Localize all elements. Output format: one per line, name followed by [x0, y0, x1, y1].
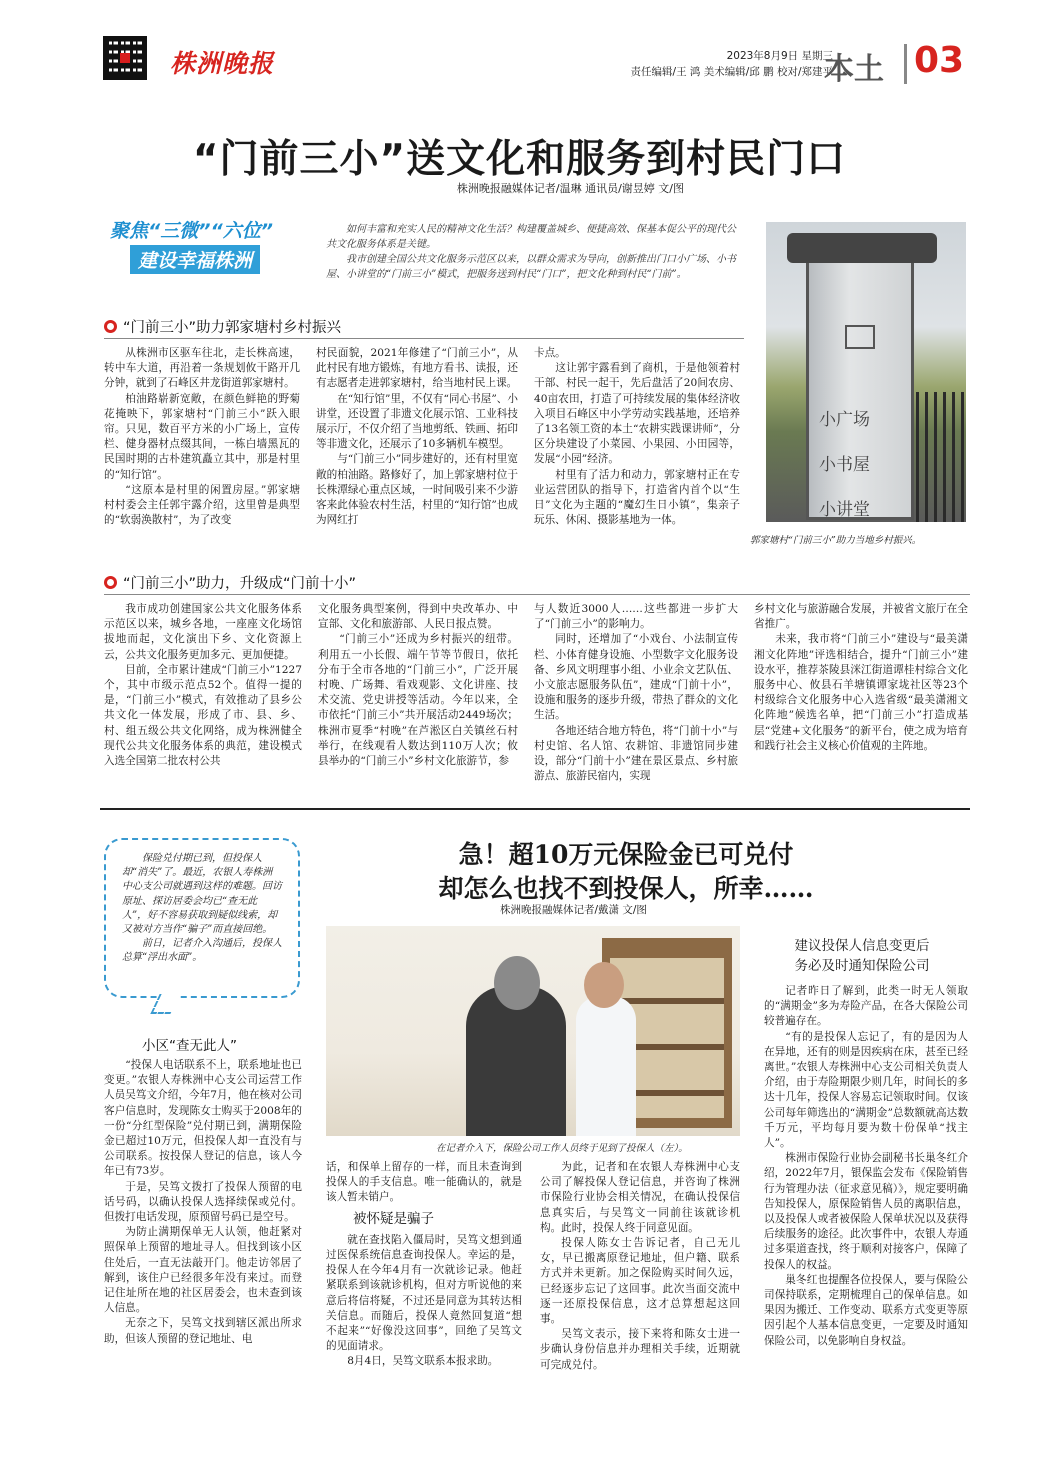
section1-column-2 — [316, 346, 518, 528]
paragraph: 8月4日，吴笃文联系本报求助。 — [347, 1355, 499, 1368]
section2-title-text: “门前三小”助力，升级成“门前十小” — [123, 576, 357, 592]
sign-board — [806, 252, 914, 520]
article1-headline: “门前三小”送文化和服务到村民门口 — [192, 137, 847, 182]
article1-byline: 株洲晚报融媒体记者/温琳 通讯员/谢昱婷 文/图 — [456, 182, 684, 195]
paragraph: “有的是投保人忘记了，有的是因为人在异地，还有的则是因疾病在床，甚至已经离世。”农银人寿株洲中心支公司相关负责人介绍，由于寿险期限少则几年，时间长的多达十几年，投保人容易忘记领取时间。仅该公司每年筛选出的“满期金”总数额就高达数千万元，平均每月要为数十份保单“找主人”。 — [764, 1030, 968, 1150]
paragraph: 文化服务典型案例，得到中央改革办、中宣部、文化和旅游部、人民日报点赞。 — [318, 603, 518, 631]
paragraph: 村里有了活力和动力，郭家塘村正在专业运营团队的指导下，打造省内首个以“生日”文化为主题的“魔幻生日小镇”，集亲子玩乐、休闲、摄影基地为一体。 — [534, 468, 740, 527]
paragraph: 记者昨日了解到，此类一时无人领取的“满期金”多为寿险产品，在各大保险公司较普遍存在。 — [764, 985, 968, 1028]
badge-line1: 聚焦“三微”“六位” — [110, 220, 273, 242]
subhead-line: 务必及时通知保险公司 — [794, 958, 930, 974]
subhead-suspected-scam: 被怀疑是骗子 — [353, 1210, 434, 1227]
paragraph: 柏油路崭新宽敞，在颜色鲜艳的野菊花掩映下，郭家塘村“门前三小”跃入眼帘。只见，数百平方米的小广场上，宣传栏、健身器材点缀其间，一栋白墙黑瓦的民国时期的古朴建筑矗立其中，那是村里的“知行馆”。 — [104, 392, 300, 481]
headline-line: 急！超10万元保险金已可兑付 — [458, 840, 794, 869]
column-badge — [110, 216, 300, 274]
paragraph: 在“知行馆”里，不仅有“同心书屋”、小讲堂，还设置了非遗文化展示馆、工业科技展示厅，不仅介绍了当地剪纸、铁画、拓印等非遗文化，还展示了10多辆机车模型。 — [316, 392, 518, 451]
headline-line: 却怎么也找不到投保人，所幸…… — [438, 874, 814, 903]
paragraph: 未来，我市将“门前三小”建设与“最美潇湘文化阵地”评选相结合，提升“门前三小”建设水平，推荐茶陵县洣江街道谭桂村综合文化服务中心、攸县石羊塘镇谭家垅社区等23个村级综合文化服务中心入选省级“最美潇湘文化阵地”候选名单，把“门前三小”打造成基层“党建+文化服务”的新平台，使之成为培育和践行社会主义核心价值观的主阵地。 — [754, 633, 968, 752]
paragraph: 这让郭宇露看到了商机，于是他领着村干部、村民一起干，先后盘活了20间农房、40亩农田，打造了可持续发展的集体经济收入项目石峰区中小学劳动实践基地，还培养了13名领工资的本土“农耕实践课讲师”，分区分块建设了小菜园、小果园、小田园等，发展“小园”经济。 — [534, 362, 740, 466]
paragraph: 于是，吴笃文拨打了投保人预留的电话号码，以确认投保人选择续保或兑付。但拨打电话发现，原预留号码已是空号。 — [104, 1180, 302, 1224]
circle-bullet-icon — [104, 576, 117, 589]
paragraph: 从株洲市区驱车往北，走长株高速，转中车大道，再沿着一条规划攸干路开几分钟，就到了石峰区井龙街道郭家塘村。 — [104, 347, 300, 390]
article2-column-2 — [326, 1160, 522, 1370]
page-number: 03 — [914, 40, 965, 81]
paragraph: 吴笃文表示，接下来将和陈女士进一步确认身份信息并办理相关手续，近期就可完成兑付。 — [540, 1328, 740, 1371]
person-right — [576, 996, 636, 1136]
date-line: 2023年8月9日 星期三 — [726, 50, 833, 62]
editor-note-box — [104, 838, 300, 998]
person-right-head — [584, 962, 624, 1008]
header-meta — [631, 48, 833, 80]
article2-headline — [326, 838, 926, 906]
paragraph: 卡点。 — [534, 347, 566, 359]
qr-code-icon[interactable] — [103, 36, 147, 80]
photo-caption: 在记者介入下，保险公司工作人员终于见到了投保人（左）。 — [436, 1143, 688, 1154]
paragraph: “投保人电话联系不上，联系地址也已变更。”农银人寿株洲中心支公司运营工作人员吴笃文介绍，今年7月，他在核对公司客户信息时，发现陈女士购买于2008年的一份“分红型保险”兑付期已到，满期保险金已超过10万元，但投保人却一直没有与公司联系。按投保人登记的信息，该人今年已有73岁。 — [104, 1059, 302, 1178]
circle-bullet-icon — [104, 320, 117, 333]
paragraph: 村民面貌，2021年修建了“门前三小”，从此村民有地方锻炼，有地方看书、读报，还有志愿者走进郭家塘村，给当地村民上课。 — [316, 347, 518, 390]
paragraph: 巢冬红也提醒各位投保人，要与保险公司保持联系，定期梳理自己的保单信息。如果因为搬迁、工作变动、联系方式变更等原因引起个人基本信息变更，一定要及时通知保险公司，以免影响自身权益。 — [764, 1273, 968, 1347]
subhead-no-such-person: 小区“查无此人” — [142, 1038, 237, 1054]
editors-line: 责任编辑/王 鸿 美术编辑/邱 鹏 校对/郑建平 — [630, 66, 833, 78]
paragraph: 为防止满期保单无人认领，他赶紧对照保单上预留的地址寻人。但找到该小区住处后，一直无法敲开门。他走访邻居了解到，该住户已经很多年没有来过。而登记住址所在地的社区居委会，也未查到该人信息。 — [104, 1226, 302, 1315]
section2-title — [104, 572, 356, 593]
article2-column-4 — [764, 984, 968, 1349]
person-left-head — [494, 956, 540, 1010]
subhead-line: 建议投保人信息变更后 — [794, 938, 930, 954]
section1-title — [104, 316, 341, 337]
section1-column-3 — [534, 346, 740, 528]
paragraph: 话，和保单上留存的一样，而且未查询到投保人的手支信息。唯一能确认的，就是该人暂未销户。 — [326, 1161, 522, 1204]
paragraph: “门前三小”还成为乡村振兴的纽带。利用五一小长假、端午节等节假日，依托分布于全市各地的“门前三小”，广泛开展村晚、广场舞、看戏观影、文化讲座、技术交流、党史讲授等活动。今年以来，全市依托“门前三小”共开展活动2449场次；株洲市夏季“村晚”在芦淞区白关镇丝石村举行，在线观看人数达到110万人次；攸县举办的“门前三小”乡村文化旅游节，参 — [318, 633, 518, 768]
village-sign-photo[interactable] — [766, 222, 966, 522]
paragraph: 我市成功创建国家公共文化服务体系示范区以来，城乡各地，一座座文化场馆拔地而起，文化演出下乡、文化资源上云，公共文化服务更加多元、更加便捷。 — [104, 603, 302, 661]
paragraph: 投保人陈女士告诉记者，自己无儿女，早已搬离原登记地址，但户籍、联系方式并未更新。加之保险购买时间久远，已经逐步忘记了这回事。此次当面交流中逐一还原投保信息，这才总算想起这回事。 — [540, 1237, 740, 1326]
sign-text: 小广场 — [819, 410, 870, 430]
paragraph: 就在查找陷入僵局时，吴笃文想到通过医保系统信息查询投保人。幸运的是，投保人在今年4月有一次就诊记录。他赶紧联系到该就诊机构，但对方听说他的来意后将信将疑，不过还是同意为其转达相关信息。而随后，投保人竟然回复道“想不起来”“好像没这回事”，回绝了吴笃文的见面请求。 — [326, 1233, 522, 1353]
meeting-photo[interactable] — [326, 926, 740, 1136]
paper-logo: 株洲晚报 — [170, 49, 275, 78]
article1-intro — [326, 222, 740, 282]
paragraph: 与人数近3000人……这些都进一步扩大了“门前三小”的影响力。 — [534, 603, 738, 631]
badge-line2: 建设幸福株洲 — [130, 245, 260, 274]
section1-title-text: “门前三小”助力郭家塘村乡村振兴 — [123, 320, 342, 336]
paragraph: 与“门前三小”同步建好的，还有村里宽敞的柏油路。路修好了，加上郭家塘村位于长株潭绿心重点区域，一时间吸引来不少游客来此体验农村生活，村里的“知行馆”也成为网红打 — [316, 453, 518, 527]
intro-paragraph: 如何丰富和充实人民的精神文化生活？构建覆盖城乡、便捷高效、保基本促公平的现代公共文化服务体系是关键。 — [326, 224, 736, 250]
sign-text: 小书屋 — [819, 455, 870, 475]
section2-column-1 — [104, 602, 302, 769]
subhead-suggestion — [756, 936, 968, 976]
section2-column-3 — [534, 602, 738, 784]
section-name: 本土 — [824, 52, 884, 87]
paragraph: 目前，全市累计建成“门前三小”1227个，其中市级示范点52个。值得一提的是，“门前三小”模式，有效推动了县乡公共文化一体发展，形成了市、县、乡、村、组五级公共文化网络，成为株洲健全现代公共文化服务体系的典范，建设模式入选全国第二批农村公共 — [104, 663, 302, 768]
paragraph: 为此，记者和在农银人寿株洲中心支公司了解投保人登记信息，并咨询了株洲市保险行业协会相关情况，在确认投保信息真实后，与吴笃文一同前往该就诊机构。此时，投保人终于同意见面。 — [540, 1161, 740, 1234]
paragraph: 同时，还增加了“小戏台、小法制宣传栏、小体育健身设施、小型数字文化服务设备、乡风文明理事小组、小业余文艺队伍、小文旅志愿服务队伍”，建成“门前十小”，设施和服务的逐步升级，带热了群众的文化生活。 — [534, 633, 738, 722]
paragraph: 株洲市保险行业协会副秘书长巢冬红介绍，2022年7月，银保监会发布《保险销售行为管理办法（征求意见稿）》，规定要明确告知投保人，原保险销售人员的离职信息，以及投保人或者被保险人保单状况以及获得后续服务的途径。此次事件中，农银人寿通过多渠道查找，终于顺利对接客户，保障了投保人的权益。 — [764, 1152, 968, 1271]
article2-column-3 — [540, 1160, 740, 1373]
article2-byline: 株洲晚报融媒体记者/戴潇 文/图 — [500, 904, 647, 916]
section1-column-1 — [104, 346, 300, 528]
section2-column-2 — [318, 602, 518, 769]
paragraph: “这原本是村里的闲置房屋。”郭家塘村村委会主任郭宇露介绍，这里曾是典型的“软弱涣散村”，为了改变 — [104, 483, 300, 527]
note-paragraph: 前日，记者介入沟通后，投保人总算“浮出水面”。 — [122, 938, 282, 964]
section1-rule — [104, 338, 744, 339]
page-header — [0, 0, 1039, 100]
fence — [916, 392, 966, 522]
article2-column-1 — [104, 1058, 302, 1347]
paragraph: 乡村文化与旅游融合发展，并被省文旅厅在全省推广。 — [754, 603, 968, 631]
section2-column-4 — [754, 602, 968, 754]
note-paragraph: 保险兑付期已到，但投保人却“消失”了。最近，农银人寿株洲中心支公司就遇到这样的难题。回访原址、探访居委会均已“查无此人”，好不容易获取到疑似线索，却又被对方当作“骗子”而直接回绝。 — [122, 853, 282, 936]
paragraph: 各地还结合地方特色，将“门前十小”与村史馆、名人馆、农耕馆、非遗馆同步建设，部分“门前十小”建在景区景点、乡村旅游点、旅游民宿内，实现 — [534, 724, 738, 783]
header-divider — [904, 44, 907, 84]
section2-rule — [104, 594, 970, 595]
paragraph: 无奈之下，吴笃文找到辖区派出所求助，但该人预留的登记地址、电 — [104, 1317, 302, 1345]
intro-paragraph: 我市创建全国公共文化服务示范区以来，以群众需求为导向，创新推出门口小广场、小书屋、小讲堂的“门前三小”模式，把服务送到村民“门口”，把文化种到村民“门前”。 — [326, 254, 736, 280]
sign-text: 小讲堂 — [819, 500, 870, 520]
article-separator — [100, 808, 970, 810]
sign-logo-icon — [845, 325, 875, 349]
photo-caption: 郭家塘村“门前三小”助力当地乡村振兴。 — [750, 535, 922, 546]
